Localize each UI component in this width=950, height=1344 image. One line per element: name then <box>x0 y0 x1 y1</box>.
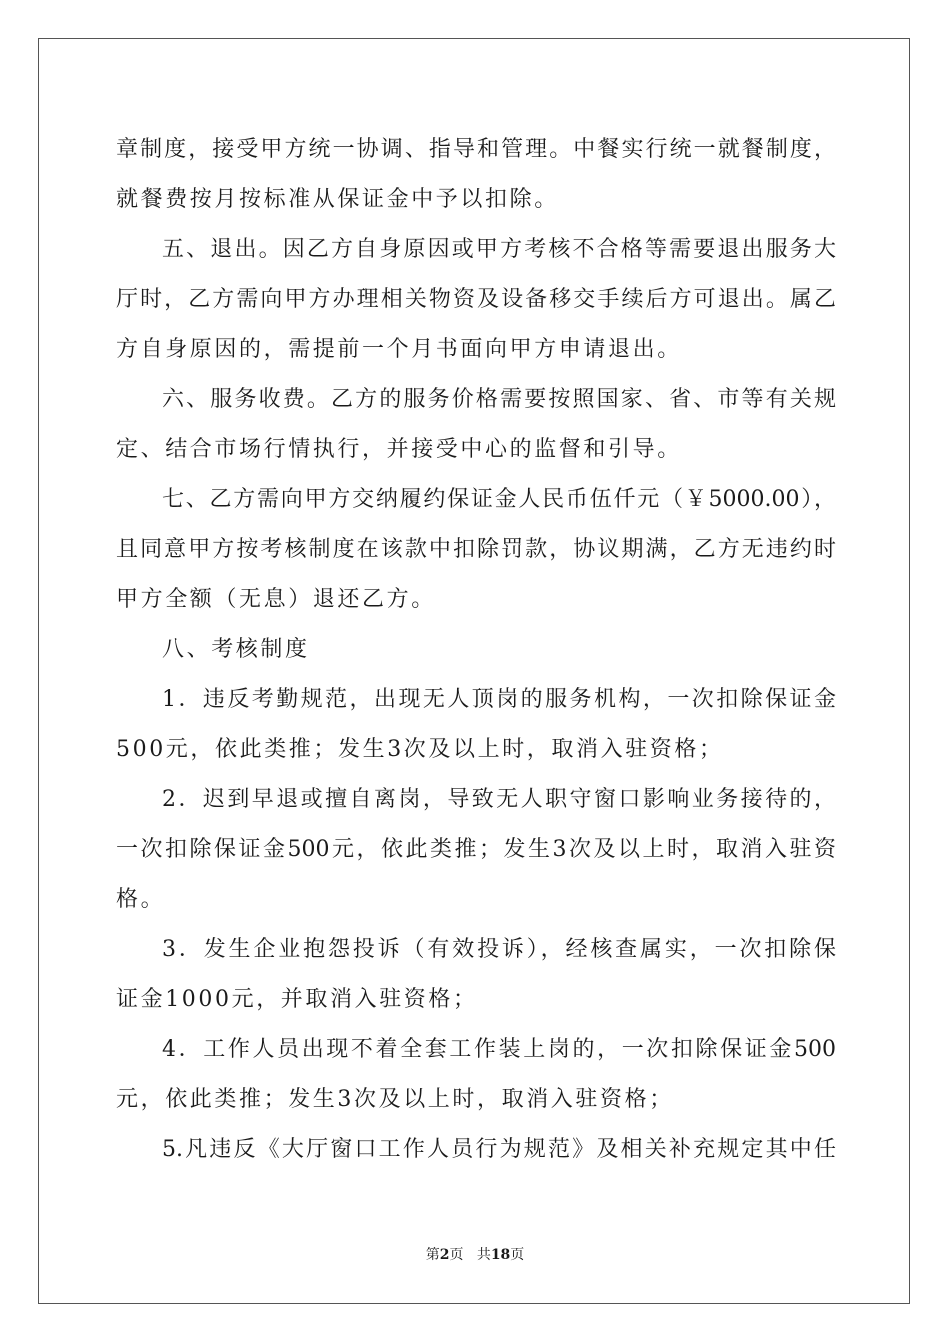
text-line: 2．迟到早退或擅自离岗，导致无人职守窗口影响业务接待的， <box>162 787 836 812</box>
total-prefix: 共 <box>476 1247 491 1263</box>
page-prefix: 第 <box>425 1247 440 1263</box>
text-line: 5.凡违反《大厅窗口工作人员行为规范》及相关补充规定其中任 <box>162 1137 836 1162</box>
text-line: 五、退出。因乙方自身原因或甲方考核不合格等需要退出服务大 <box>162 237 836 262</box>
text-line: 500元，依此类推；发生3次及以上时，取消入驻资格； <box>116 737 724 762</box>
text-line: 甲方全额（无息）退还乙方。 <box>116 587 436 612</box>
page-suffix: 页 <box>449 1247 464 1263</box>
text-line: 章制度，接受甲方统一协调、指导和管理。中餐实行统一就餐制度， <box>116 137 836 162</box>
text-line: 3．发生企业抱怨投诉（有效投诉），经核查属实，一次扣除保 <box>162 937 836 962</box>
text-line: 定、结合市场行情执行，并接受中心的监督和引导。 <box>116 437 682 462</box>
page-number: 2 <box>439 1247 450 1263</box>
text-line: 就餐费按月按标准从保证金中予以扣除。 <box>116 187 559 212</box>
total-suffix: 页 <box>510 1247 525 1263</box>
text-line: 且同意甲方按考核制度在该款中扣除罚款，协议期满，乙方无违约时 <box>116 537 836 562</box>
text-line: 厅时，乙方需向甲方办理相关物资及设备移交手续后方可退出。属乙 <box>116 287 836 312</box>
text-line: 方自身原因的，需提前一个月书面向甲方申请退出。 <box>116 337 682 362</box>
text-line: 证金1000元，并取消入驻资格； <box>116 987 478 1012</box>
text-line: 4．工作人员出现不着全套工作装上岗的，一次扣除保证金500 <box>162 1037 836 1062</box>
total-pages: 18 <box>490 1247 511 1263</box>
page-footer <box>0 1246 950 1264</box>
section-heading: 八、考核制度 <box>162 637 310 662</box>
text-line: 七、乙方需向甲方交纳履约保证金人民币伍仟元（￥5000.00）， <box>162 487 836 512</box>
text-line: 格。 <box>116 887 166 912</box>
text-line: 六、服务收费。乙方的服务价格需要按照国家、省、市等有关规 <box>162 387 836 412</box>
text-line: 一次扣除保证金500元，依此类推；发生3次及以上时，取消入驻资 <box>116 837 836 862</box>
text-line: 1．违反考勤规范，出现无人顶岗的服务机构，一次扣除保证金 <box>162 687 836 712</box>
text-line: 元，依此类推；发生3次及以上时，取消入驻资格； <box>116 1087 674 1112</box>
